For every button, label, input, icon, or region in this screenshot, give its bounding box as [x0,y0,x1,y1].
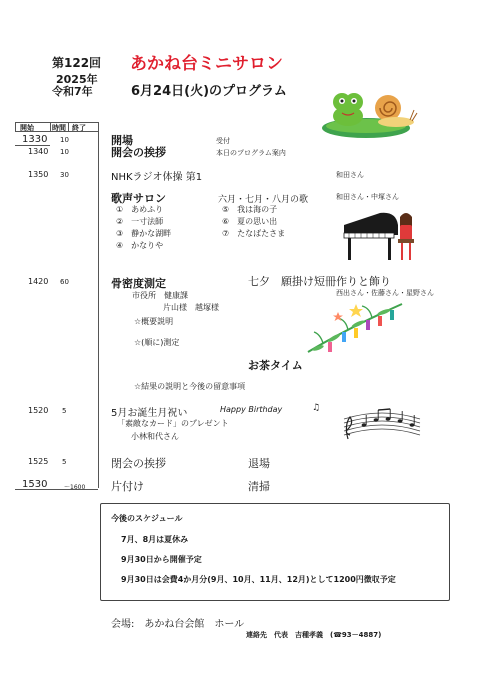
header-duration: 時間 [52,124,66,132]
row5-note2: ☆(順に)測定 [134,338,180,347]
music-staff-illustration [340,405,424,441]
schedule-item-3: 9月30日は会費4か月分(9月、10月、11月、12月)として1200円徴収予定 [121,575,396,584]
schedule-item-2: 9月30日から開催予定 [121,555,202,564]
tanabata-staff: 西出さん・佐藤さん・星野さん [336,289,434,297]
row6-start: 1520 [28,406,49,415]
year: 2025年 [56,73,98,86]
row5-item: 骨密度測定 [111,277,166,290]
tanabata-bamboo-illustration [298,298,410,356]
schedule-item-1: 7月、8月は夏休み [121,535,189,544]
session-number: 第122回 [52,56,102,70]
row1-duration: 10 [60,136,69,144]
song-4: ④ かなりや [116,241,164,250]
row6-staff: 小林和代さん [131,432,179,441]
row1-item: 開場 [111,134,133,147]
tanabata-title: 七夕 願掛け短冊作りと飾り [248,275,391,288]
row5-org2: 片山様 越塚様 [163,303,219,312]
row1-note: 受付 [216,137,230,145]
row1-start: 1330 [22,134,48,145]
result-note: ☆結果の説明と今後の留意事項 [134,382,246,391]
song-2: ② 一寸法師 [116,217,164,226]
frog-snail-illustration [318,80,418,140]
row2-start: 1340 [28,147,49,156]
row6-duration: 5 [62,407,67,415]
row7-start: 1525 [28,457,49,466]
header-end: 終了 [72,124,86,132]
header-start: 開始 [20,124,34,132]
row7-item: 閉会の挨拶 [111,457,166,470]
row6-item: 5月お誕生月祝い [111,408,188,419]
page-title: あかね台ミニサロン [130,54,283,74]
row3-staff: 和田さん [336,171,364,179]
song-1: ① あめふり [116,205,164,214]
row8-item: 片付け [111,480,144,493]
tea-time: お茶タイム [248,359,303,372]
row2-item: 開会の挨拶 [111,146,166,159]
row6-song: Happy Birthday [220,405,283,414]
row4-months: 六月・七月・八月の歌 [218,195,309,205]
row6-gift: 「素敵なカード」のプレゼント [117,419,229,428]
row8-right: 清掃 [248,480,270,493]
schedule-box [100,503,450,601]
row3-duration: 30 [60,171,69,179]
row4-item: 歌声サロン [111,192,166,205]
row3-item: NHKラジオ体操 第1 [111,172,203,183]
song-6: ⑥ 夏の思い出 [222,217,278,226]
row4-staff: 和田さん・中塚さん [336,193,399,201]
contact: 連絡先 代表 吉種孝義 (☎93－4887) [246,631,382,639]
song-3: ③ 静かな湖畔 [116,229,172,238]
row2-duration: 10 [60,148,69,156]
music-note-icon: ♫ [312,403,321,413]
venue: 会場: あかね台会館 ホール [111,619,245,630]
row8-end: ～1600 [64,484,86,491]
era-year: 令和7年 [52,85,93,98]
schedule-heading: 今後のスケジュール [111,514,183,523]
song-5: ⑤ 我は海の子 [222,205,278,214]
row5-org1: 市役所 健康課 [132,291,188,300]
row7-right: 退場 [248,457,270,470]
row2-note: 本日のプログラム案内 [216,149,286,157]
row8-start: 1530 [22,479,48,490]
piano-illustration [340,205,420,265]
row5-note1: ☆概要説明 [134,317,174,326]
row3-start: 1350 [28,170,49,179]
row5-duration: 60 [60,278,69,286]
row5-start: 1420 [28,277,49,286]
program-date: 6月24日(火)のプログラム [131,84,287,99]
row7-duration: 5 [62,458,67,466]
song-7: ⑦ たなばたさま [222,229,286,238]
